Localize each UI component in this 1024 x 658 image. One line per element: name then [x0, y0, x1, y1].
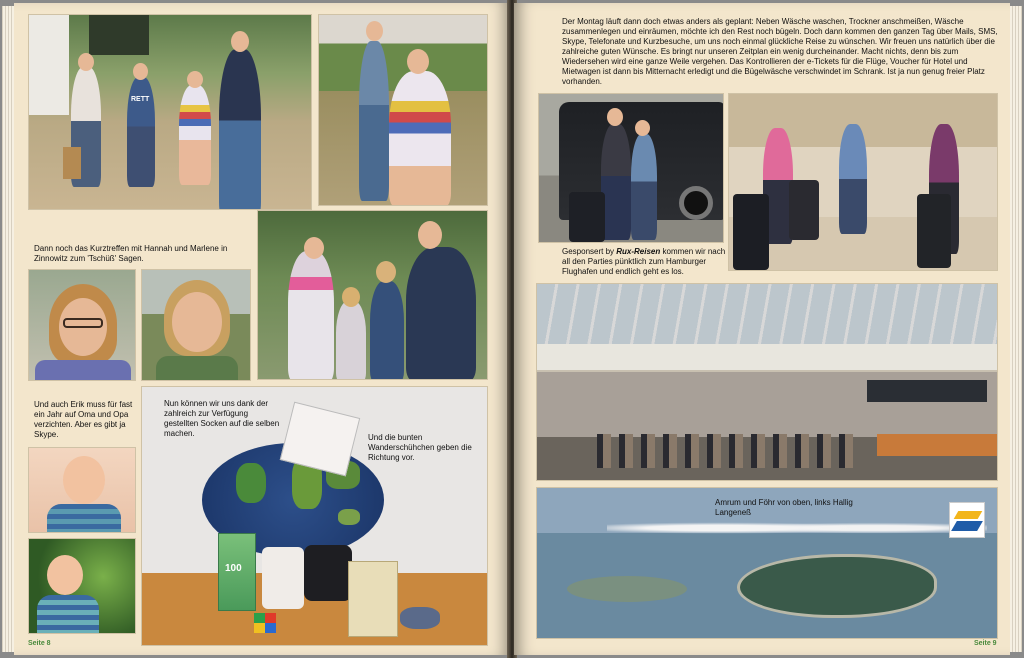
logo-stripe-blue: [951, 521, 983, 531]
photo-family-group-park: [28, 14, 312, 210]
gift-tin: [262, 547, 304, 609]
photo-girl-with-glasses: [28, 269, 136, 381]
caption-shoes: Und die bunten Wanderschühchen geben die Richtung vor.: [368, 433, 472, 462]
photo-mother-daughter: [318, 14, 488, 206]
gift-box: [348, 561, 398, 637]
left-page: [14, 3, 510, 655]
sponsor-name: Rux-Reisen: [616, 247, 661, 256]
departure-board: [867, 380, 987, 402]
shirt: [156, 356, 238, 381]
photo-girls-looking-at-phone: [257, 210, 488, 380]
right-page-edges: [1010, 6, 1022, 652]
person-woman-blue-shirt: [359, 41, 389, 201]
person-woman-pink-top: [288, 251, 334, 380]
photo-baby-with-plant: [28, 538, 136, 634]
head: [231, 31, 249, 52]
terminal-roof-truss: [537, 284, 998, 348]
photo-travel-van: [538, 93, 724, 243]
person-girl-striped-jacket: [179, 85, 211, 185]
photo-baby-erik: [28, 447, 136, 533]
caption-farewell: Dann noch das Kurztreffen mit Hannah und Marlene in Zinnowitz zum 'Tschüß' Sagen.: [34, 244, 228, 263]
upper-gallery: [537, 344, 998, 372]
sponsor-prefix: Gesponsert by: [562, 247, 617, 256]
right-page: [514, 3, 1010, 655]
person-girl-blue-shirt: [370, 281, 404, 380]
sponsor-caption: [562, 247, 732, 277]
checkin-counters: [877, 434, 998, 456]
page-number-left: Seite 8: [28, 640, 51, 647]
shirt-print: RETT: [131, 96, 150, 103]
rubiks-cube: [254, 613, 276, 633]
person-man-grey: [601, 124, 631, 240]
suitcase: [917, 194, 951, 268]
continent-australia: [338, 509, 360, 525]
airline-logo: [949, 502, 985, 538]
page-number-right: Seite 9: [974, 640, 997, 647]
van-wheel: [679, 186, 713, 220]
suitcase: [789, 180, 819, 240]
head: [304, 237, 324, 259]
intro-text: Der Montag läuft dann doch etwas anders als geplant: Neben Wäsche waschen, Trockner anschmeißen, Wäsche zusammenlegen und einräumen, möchte ich den Rest noch bügeln. Doch dann kommen den ganzen Tag über Mails, SMS, Skype, Telefonate und Kurzbesuche, um uns noch einmal glückliche Reise zu wünschen. Wir freuen uns natürlich über die zahlreiche guten Wünsche. Es bringt nur unseren Zeitplan ein wenig durcheinander. Macht nichts, denn bis zum Wiedersehen wird eine ganze Weile vergehen. Das Kontrollieren der e-Tickets für die Flüge, Voucher für Hotel und Mietwagen ist dann bis Mitternacht erledigt und die Bügelwäsche verschwindet im Schrank. Ist ja nun genug freier Platz vorhanden.: [562, 17, 998, 86]
striped-shirt: [47, 504, 121, 533]
baby-face: [47, 555, 83, 595]
person-girl-blue-shirt: [127, 77, 155, 187]
photo-airport-terminal: [536, 283, 998, 481]
person-man-navy-shirt: [219, 49, 261, 210]
head: [407, 49, 429, 74]
shopping-bag: [63, 147, 81, 179]
cloud-layer: [607, 518, 987, 538]
face: [172, 292, 222, 352]
continent-americas: [236, 463, 266, 503]
black-socks: [304, 545, 352, 601]
island-langeness: [567, 576, 687, 602]
head: [342, 287, 360, 307]
crowd: [597, 434, 857, 468]
person-girl-blonde: [336, 301, 366, 380]
suitcase: [733, 194, 769, 270]
head: [133, 63, 148, 80]
shirt: [35, 360, 131, 381]
building-wall: [29, 15, 69, 115]
glasses: [63, 318, 103, 328]
head: [187, 71, 203, 88]
head: [376, 261, 396, 283]
head: [635, 120, 650, 136]
banknote-value: 100: [225, 563, 242, 574]
left-page-edges: [2, 6, 14, 652]
person-woman-striped: [839, 124, 867, 234]
photo-smiling-girl: [141, 269, 251, 381]
island-amrum: [737, 554, 937, 618]
person-woman-blue: [631, 134, 657, 240]
caption-socks: Nun können wir uns dank der zahlreich zur Verfügung gestellten Socken auf die selben machen.: [164, 399, 280, 438]
head: [418, 221, 442, 249]
person-man-navy-shirt: [406, 247, 476, 380]
photo-aerial-islands: [536, 487, 998, 639]
baby-face: [63, 456, 105, 504]
photo-socks-world-map: [141, 386, 488, 646]
caption-aerial: Amrum und Föhr von oben, links Hallig Langeneß: [715, 498, 853, 517]
suitcase: [569, 192, 605, 242]
shoe: [400, 607, 440, 629]
photo-airport-checkin: [728, 93, 998, 271]
head: [78, 53, 94, 71]
caption-erik: Und auch Erik muss für fast ein Jahr auf Oma und Opa verzichten. Aber es gibt ja Skype.: [34, 400, 133, 439]
head: [607, 108, 623, 126]
logo-stripe-yellow: [954, 511, 983, 519]
striped-shirt: [37, 595, 99, 634]
banknote-100: [218, 533, 256, 611]
sponsor-suffix: kommen wir nach all den Parties pünktlich zum Hamburger Flughafen und endlich geht es los.: [562, 247, 726, 276]
trees: [89, 15, 149, 55]
person-girl-rainbow-jacket: [389, 71, 451, 206]
head: [366, 21, 383, 41]
